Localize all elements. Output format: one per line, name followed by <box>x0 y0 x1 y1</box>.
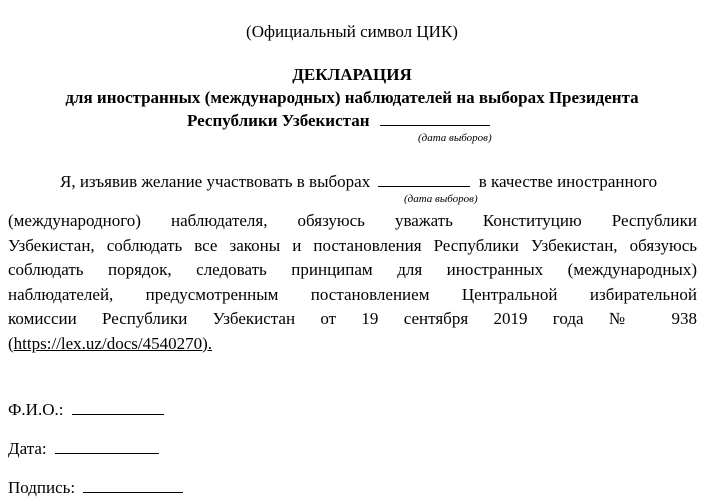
paragraph-line: (международного) наблюдателя, обязуюсь уважать Конституцию Республики <box>8 211 697 230</box>
paragraph-line: комиссии Республики Узбекистан от 19 сентября 2019 года № 938 <box>8 309 697 328</box>
paragraph-line: наблюдателей, предусмотренным постановлением Центральной избирательной <box>8 284 697 304</box>
fio-blank[interactable] <box>72 400 164 415</box>
cec-symbol-placeholder: (Официальный символ ЦИК) <box>246 22 458 41</box>
link-close-paren: ). <box>202 333 212 353</box>
paragraph-last-line <box>8 332 697 357</box>
elections-blank[interactable] <box>378 172 470 187</box>
date-field <box>8 439 159 459</box>
intro-start-text: Я, изъявив желание участвовать в выборах <box>60 172 371 191</box>
lex-uz-link[interactable]: https://lex.uz/docs/4540270 <box>13 333 203 353</box>
signature-label: Подпись: <box>8 478 76 497</box>
link-open-paren: ( <box>8 333 14 353</box>
signature-field <box>8 478 183 498</box>
date-label: Дата: <box>8 439 47 458</box>
paragraph-line: соблюдать порядок, следовать принципам для иностранных (международных) <box>8 260 697 279</box>
subtitle-text: Республики Узбекистан <box>187 111 370 130</box>
signature-blank[interactable] <box>83 478 183 493</box>
fio-label: Ф.И.О.: <box>8 400 64 419</box>
document-subtitle: для иностранных (международных) наблюдателей на выборах Президента <box>65 88 639 107</box>
fio-field <box>8 400 164 420</box>
election-date-blank[interactable] <box>380 111 490 126</box>
elections-date-hint: (дата выборов) <box>404 193 478 205</box>
declaration-intro <box>60 172 657 192</box>
date-blank[interactable] <box>55 439 159 454</box>
declaration-paragraph <box>8 209 697 356</box>
document-title: ДЕКЛАРАЦИЯ <box>292 65 412 84</box>
election-date-hint: (дата выборов) <box>418 132 492 144</box>
document-subtitle-line3 <box>187 111 490 131</box>
intro-end-text: в качестве иностранного <box>478 172 658 191</box>
paragraph-line: Узбекистан, соблюдать все законы и постановления Республики Узбекистан, обязуюсь <box>8 235 697 255</box>
